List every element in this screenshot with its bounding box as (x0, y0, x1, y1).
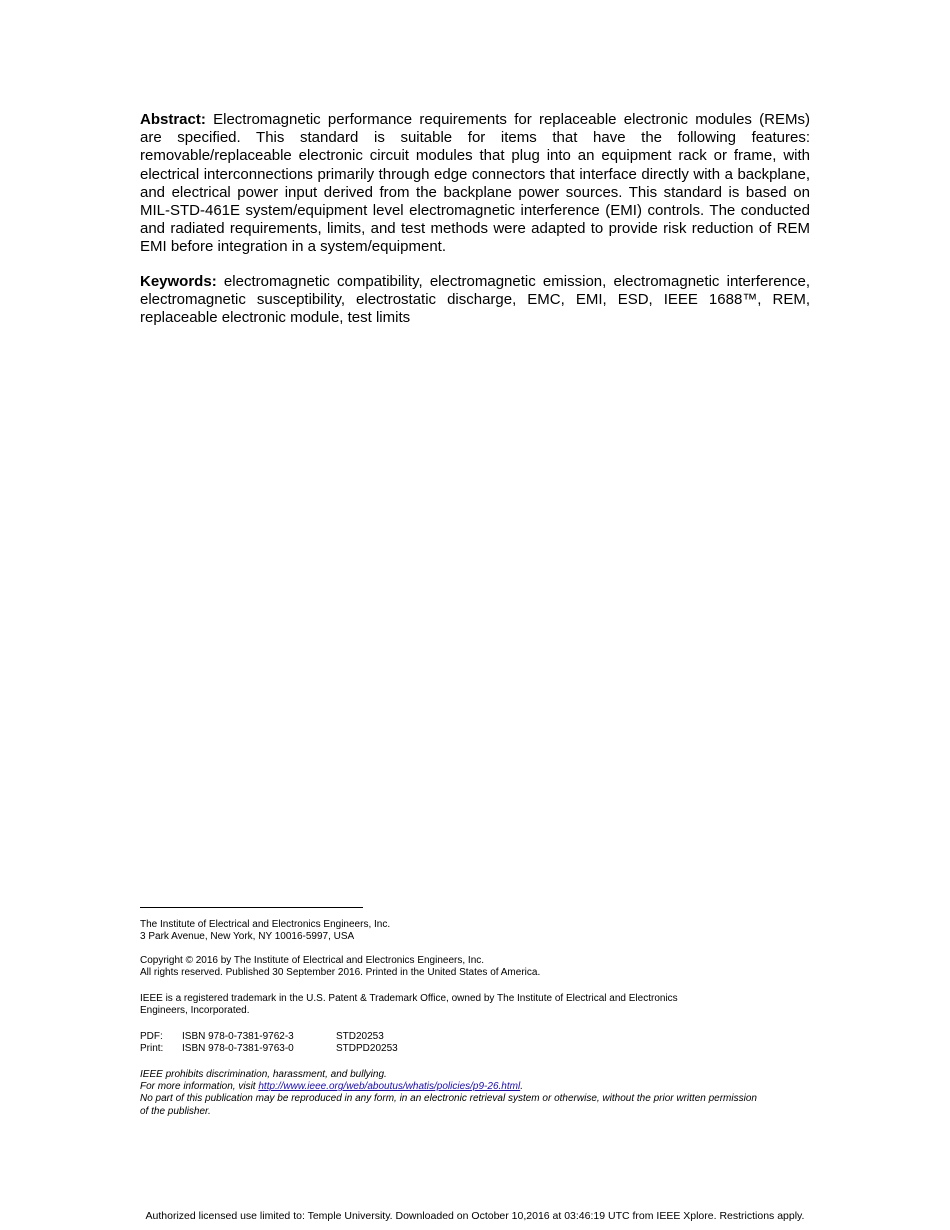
policy-info-line (140, 1081, 820, 1093)
reproduction-notice-2: of the publisher. (140, 1105, 211, 1117)
policy-block (140, 1069, 820, 1118)
isbn-format: PDF: (140, 1031, 163, 1042)
keywords-paragraph (140, 273, 810, 328)
publisher-name: The Institute of Electrical and Electronics Engineers, Inc. (140, 919, 391, 930)
isbn-number: ISBN 978-0-7381-9763-0 (182, 1043, 294, 1055)
publisher-address: 3 Park Avenue, New York, NY 10016-5997, USA (140, 931, 355, 943)
trademark-line-1: IEEE is a registered trademark in the U.S. Patent & Trademark Office, owned by The Institute of Electrical and Electronics (140, 993, 678, 1004)
footnote-divider (140, 907, 363, 908)
isbn-number: ISBN 978-0-7381-9762-3 (182, 1031, 294, 1042)
publisher-block (140, 919, 820, 943)
reproduction-notice-1: No part of this publication may be reproduced in any form, in an electronic retrieval system or otherwise, without the prior written permission (140, 1093, 757, 1105)
policy-info-suffix: . (520, 1081, 523, 1093)
isbn-row-print (140, 1043, 820, 1055)
isbn-code: STDPD20253 (336, 1043, 398, 1055)
copyright-block (140, 955, 820, 979)
abstract-text: Electromagnetic performance requirements for replaceable electronic modules (REMs) are specified. This standard is suitable for items that have the following features: removable/replaceable electronic circuit modules that plug into an equipment rack or frame, with electrical interconnections primarily through edge connectors that interface directly with a backplane, and electrical power input derived from the backplane power sources. This standard is based on MIL-STD-461E system/equipment level electromagnetic interference (EMI) controls. The conducted and radiated requirements, limits, and test methods were adapted to provide risk reduction of REM EMI before integration in a system/equipment. (140, 111, 810, 256)
trademark-block (140, 993, 820, 1017)
policy-link[interactable]: http://www.ieee.org/web/aboutus/whatis/policies/p9-26.html (258, 1081, 521, 1093)
authorization-notice: Authorized licensed use limited to: Temple University. Downloaded on October 10,2016 at 03:46:19 UTC from IEEE Xplore. Restrictions apply. (145, 1210, 805, 1222)
keywords-label: Keywords: (140, 273, 217, 290)
keywords-text: electromagnetic compatibility, electromagnetic emission, electromagnetic interference, electromagnetic susceptibility, electrostatic discharge, EMC, EMI, ESD, IEEE 1688™, REM, replaceable electronic module, test limits (140, 273, 810, 327)
policy-info-prefix: For more information, visit (140, 1081, 259, 1093)
abstract-label: Abstract: (140, 111, 206, 128)
isbn-code: STD20253 (336, 1031, 384, 1042)
policy-statement: IEEE prohibits discrimination, harassment, and bullying. (140, 1069, 387, 1080)
trademark-line-2: Engineers, Incorporated. (140, 1005, 250, 1017)
abstract-paragraph (140, 111, 810, 257)
isbn-format: Print: (140, 1043, 164, 1055)
rights-line: All rights reserved. Published 30 September 2016. Printed in the United States of America. (140, 967, 541, 979)
copyright-line: Copyright © 2016 by The Institute of Electrical and Electronics Engineers, Inc. (140, 955, 485, 966)
isbn-row-pdf (140, 1031, 820, 1043)
isbn-block (140, 1031, 820, 1055)
